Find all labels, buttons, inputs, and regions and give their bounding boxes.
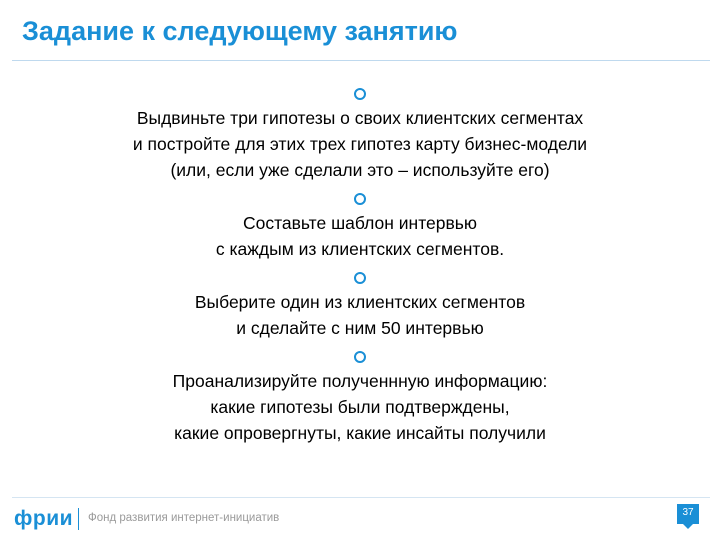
circle-bullet-icon bbox=[354, 351, 366, 363]
task-text-line: (или, если уже сделали это – используйте его) bbox=[170, 160, 550, 180]
slide-title: Задание к следующему занятию bbox=[22, 16, 458, 46]
task-text-line: какие опровергнуты, какие инсайты получили bbox=[174, 423, 546, 443]
task-text-line: Проанализируйте полученнную информацию: bbox=[172, 371, 548, 391]
task-text-line: какие гипотезы были подтверждены, bbox=[210, 397, 510, 417]
task-list bbox=[60, 88, 660, 456]
frii-logo: фрии bbox=[14, 507, 74, 530]
task-text-line: с каждым из клиентских сегментов. bbox=[215, 239, 505, 259]
task-item-3 bbox=[60, 272, 660, 341]
task-text-line: Составьте шаблон интервью bbox=[242, 213, 478, 233]
task-text-line: и постройте для этих трех гипотез карту бизнес-модели bbox=[132, 134, 588, 154]
foundation-name: Фонд развития интернет-инициатив bbox=[88, 512, 280, 524]
circle-bullet-icon bbox=[354, 88, 366, 100]
circle-bullet-icon bbox=[354, 193, 366, 205]
task-text-line: Выберите один из клиентских сегментов bbox=[194, 292, 526, 312]
task-item-1 bbox=[60, 88, 660, 183]
page-number-badge: 37 bbox=[677, 504, 699, 524]
task-text-line: Выдвиньте три гипотезы о своих клиентских сегментах bbox=[136, 108, 584, 128]
task-text-line: и сделайте с ним 50 интервью bbox=[236, 318, 484, 338]
title-divider bbox=[12, 60, 710, 61]
task-item-4 bbox=[60, 351, 660, 446]
logo-separator bbox=[78, 508, 79, 530]
task-item-2 bbox=[60, 193, 660, 262]
footer-divider bbox=[12, 497, 710, 498]
circle-bullet-icon bbox=[354, 272, 366, 284]
